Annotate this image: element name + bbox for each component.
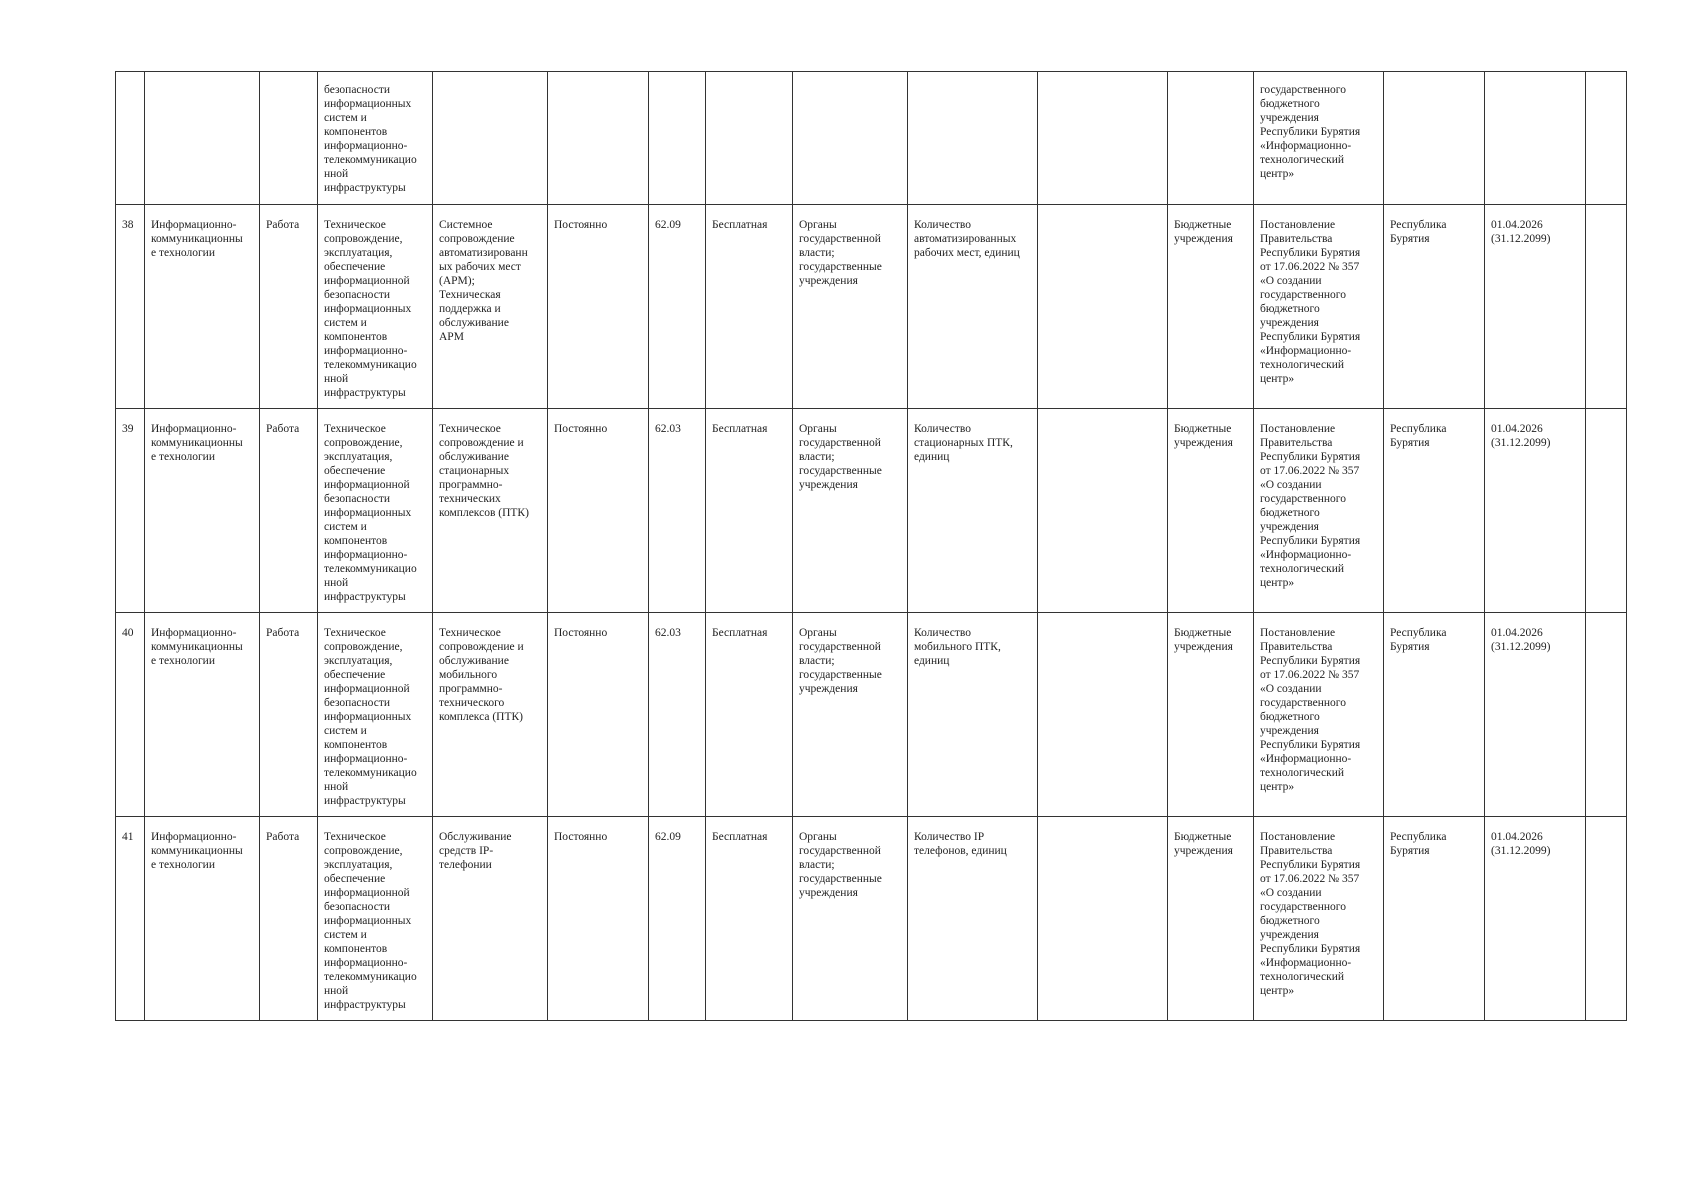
cell-payment xyxy=(706,72,793,205)
row-okved: 62.09 xyxy=(655,219,681,231)
cell-content xyxy=(433,205,548,409)
cell-institution-type xyxy=(1168,205,1254,409)
cell-indicator xyxy=(908,205,1038,409)
row-form: Постоянно xyxy=(554,627,608,639)
cell-payment xyxy=(706,409,793,613)
cell-content xyxy=(433,613,548,817)
row-form: Постоянно xyxy=(554,423,608,435)
cell-content xyxy=(433,817,548,1021)
cell-date xyxy=(1485,409,1586,613)
cell-name xyxy=(318,205,433,409)
row-indicator: Количество стационарных ПТК, единиц xyxy=(914,423,1013,463)
row-date: 01.04.2026 (31.12.2099) xyxy=(1491,423,1551,449)
cell-date xyxy=(1485,72,1586,205)
cell-indicator xyxy=(908,613,1038,817)
cell-indicator xyxy=(908,817,1038,1021)
row-okved: 62.03 xyxy=(655,423,681,435)
cell-category xyxy=(145,613,260,817)
cell-form xyxy=(548,205,649,409)
row-type: Работа xyxy=(266,219,300,231)
cell-basis xyxy=(1254,817,1384,1021)
cell-col11 xyxy=(1038,72,1168,205)
row-type: Работа xyxy=(266,627,300,639)
row-number: 39 xyxy=(122,423,134,435)
cell-last xyxy=(1586,205,1627,409)
cell-consumers xyxy=(793,205,908,409)
cell-region xyxy=(1384,409,1485,613)
row-payment: Бесплатная xyxy=(712,831,768,843)
cell-col11 xyxy=(1038,613,1168,817)
cell-form xyxy=(548,409,649,613)
cell-consumers xyxy=(793,72,908,205)
cell-basis xyxy=(1254,613,1384,817)
cell-name-text: безопасности информационных систем и компонентов информационно- телекоммуникацио нной инфраструктуры xyxy=(324,84,417,194)
row-number: 41 xyxy=(122,831,134,843)
row-institution-type: Бюджетные учреждения xyxy=(1174,831,1233,857)
cell-last xyxy=(1586,72,1627,205)
row-region: Республика Бурятия xyxy=(1390,219,1447,245)
cell-region xyxy=(1384,72,1485,205)
cell-form xyxy=(548,817,649,1021)
cell-payment xyxy=(706,817,793,1021)
row-region: Республика Бурятия xyxy=(1390,627,1447,653)
table-row xyxy=(116,205,1627,409)
row-category: Информационно- коммуникационны е технологии xyxy=(151,831,243,871)
cell-type xyxy=(260,205,318,409)
cell-basis xyxy=(1254,409,1384,613)
row-payment: Бесплатная xyxy=(712,627,768,639)
row-okved: 62.09 xyxy=(655,831,681,843)
row-institution-type: Бюджетные учреждения xyxy=(1174,219,1233,245)
row-region: Республика Бурятия xyxy=(1390,423,1447,449)
cell-last xyxy=(1586,817,1627,1021)
row-number: 38 xyxy=(122,219,134,231)
cell-num xyxy=(116,72,145,205)
cell-region xyxy=(1384,613,1485,817)
row-form: Постоянно xyxy=(554,831,608,843)
row-indicator: Количество автоматизированных рабочих мест, единиц xyxy=(914,219,1020,259)
row-consumers: Органы государственной власти; государственные учреждения xyxy=(799,219,882,287)
cell-num xyxy=(116,613,145,817)
table-row xyxy=(116,613,1627,817)
cell-num xyxy=(116,205,145,409)
cell-institution-type xyxy=(1168,72,1254,205)
row-indicator: Количество мобильного ПТК, единиц xyxy=(914,627,1001,667)
cell-basis xyxy=(1254,205,1384,409)
cell-content xyxy=(433,72,548,205)
cell-institution-type xyxy=(1168,613,1254,817)
cell-name xyxy=(318,409,433,613)
cell-indicator xyxy=(908,409,1038,613)
cell-type xyxy=(260,817,318,1021)
row-basis: Постановление Правительства Республики Бурятия от 17.06.2022 № 357 «О создании государственного бюджетного учреждения Республики Бурятия «Информационно- технологический центр» xyxy=(1260,423,1361,589)
cell-type xyxy=(260,72,318,205)
row-date: 01.04.2026 (31.12.2099) xyxy=(1491,831,1551,857)
row-category: Информационно- коммуникационны е технологии xyxy=(151,627,243,667)
cell-okved xyxy=(649,817,706,1021)
row-basis: Постановление Правительства Республики Бурятия от 17.06.2022 № 357 «О создании государственного бюджетного учреждения Республики Бурятия «Информационно- технологический центр» xyxy=(1260,627,1361,793)
table-row xyxy=(116,817,1627,1021)
cell-content xyxy=(433,409,548,613)
row-content: Техническое сопровождение и обслуживание мобильного программно- технического комплекса (ПТК) xyxy=(439,627,524,723)
row-consumers: Органы государственной власти; государственные учреждения xyxy=(799,831,882,899)
row-content: Системное сопровождение автоматизированн ых рабочих мест (АРМ); Техническая поддержка и обслуживание АРМ xyxy=(439,219,528,343)
row-form: Постоянно xyxy=(554,219,608,231)
cell-basis xyxy=(1254,72,1384,205)
row-institution-type: Бюджетные учреждения xyxy=(1174,627,1233,653)
cell-num xyxy=(116,817,145,1021)
row-consumers: Органы государственной власти; государственные учреждения xyxy=(799,423,882,491)
cell-num xyxy=(116,409,145,613)
row-okved: 62.03 xyxy=(655,627,681,639)
row-basis: Постановление Правительства Республики Бурятия от 17.06.2022 № 357 «О создании государственного бюджетного учреждения Республики Бурятия «Информационно- технологический центр» xyxy=(1260,831,1361,997)
row-region: Республика Бурятия xyxy=(1390,831,1447,857)
cell-name xyxy=(318,613,433,817)
cell-okved xyxy=(649,409,706,613)
row-content: Обслуживание средств IP- телефонии xyxy=(439,831,512,871)
row-type: Работа xyxy=(266,423,300,435)
row-number: 40 xyxy=(122,627,134,639)
cell-consumers xyxy=(793,613,908,817)
cell-category xyxy=(145,817,260,1021)
cell-name xyxy=(318,72,433,205)
cell-okved xyxy=(649,205,706,409)
row-institution-type: Бюджетные учреждения xyxy=(1174,423,1233,449)
cell-last xyxy=(1586,409,1627,613)
row-category: Информационно- коммуникационны е технологии xyxy=(151,423,243,463)
cell-type xyxy=(260,613,318,817)
row-name: Техническое сопровождение, эксплуатация, обеспечение информационной безопасности информационных систем и компонентов информационно- телекоммуникацио нной инфраструктуры xyxy=(324,219,417,399)
cell-form xyxy=(548,613,649,817)
cell-col11 xyxy=(1038,409,1168,613)
row-name: Техническое сопровождение, эксплуатация, обеспечение информационной безопасности информационных систем и компонентов информационно- телекоммуникацио нной инфраструктуры xyxy=(324,831,417,1011)
cell-category xyxy=(145,72,260,205)
registry-table xyxy=(115,71,1627,1021)
row-date: 01.04.2026 (31.12.2099) xyxy=(1491,627,1551,653)
cell-form xyxy=(548,72,649,205)
cell-date xyxy=(1485,613,1586,817)
cell-category xyxy=(145,409,260,613)
row-payment: Бесплатная xyxy=(712,423,768,435)
cell-okved xyxy=(649,72,706,205)
row-indicator: Количество IP телефонов, единиц xyxy=(914,831,1007,857)
row-consumers: Органы государственной власти; государственные учреждения xyxy=(799,627,882,695)
cell-date xyxy=(1485,205,1586,409)
cell-institution-type xyxy=(1168,409,1254,613)
row-basis: Постановление Правительства Республики Бурятия от 17.06.2022 № 357 «О создании государственного бюджетного учреждения Республики Бурятия «Информационно- технологический центр» xyxy=(1260,219,1361,385)
cell-consumers xyxy=(793,817,908,1021)
cell-col11 xyxy=(1038,205,1168,409)
table-row-continuation xyxy=(116,72,1627,205)
cell-payment xyxy=(706,613,793,817)
cell-indicator xyxy=(908,72,1038,205)
cell-col11 xyxy=(1038,817,1168,1021)
cell-type xyxy=(260,409,318,613)
row-payment: Бесплатная xyxy=(712,219,768,231)
row-content: Техническое сопровождение и обслуживание стационарных программно- технических комплексов (ПТК) xyxy=(439,423,529,519)
cell-name xyxy=(318,817,433,1021)
cell-okved xyxy=(649,613,706,817)
cell-last xyxy=(1586,613,1627,817)
row-name: Техническое сопровождение, эксплуатация, обеспечение информационной безопасности информационных систем и компонентов информационно- телекоммуникацио нной инфраструктуры xyxy=(324,627,417,807)
row-type: Работа xyxy=(266,831,300,843)
cell-region xyxy=(1384,205,1485,409)
cell-region xyxy=(1384,817,1485,1021)
cell-institution-type xyxy=(1168,817,1254,1021)
row-category: Информационно- коммуникационны е технологии xyxy=(151,219,243,259)
row-date: 01.04.2026 (31.12.2099) xyxy=(1491,219,1551,245)
table-row xyxy=(116,409,1627,613)
cell-payment xyxy=(706,205,793,409)
row-name: Техническое сопровождение, эксплуатация, обеспечение информационной безопасности информационных систем и компонентов информационно- телекоммуникацио нной инфраструктуры xyxy=(324,423,417,603)
cell-date xyxy=(1485,817,1586,1021)
cell-category xyxy=(145,205,260,409)
cell-consumers xyxy=(793,409,908,613)
cell-basis-text: государственного бюджетного учреждения Республики Бурятия «Информационно- технологический центр» xyxy=(1260,84,1361,180)
